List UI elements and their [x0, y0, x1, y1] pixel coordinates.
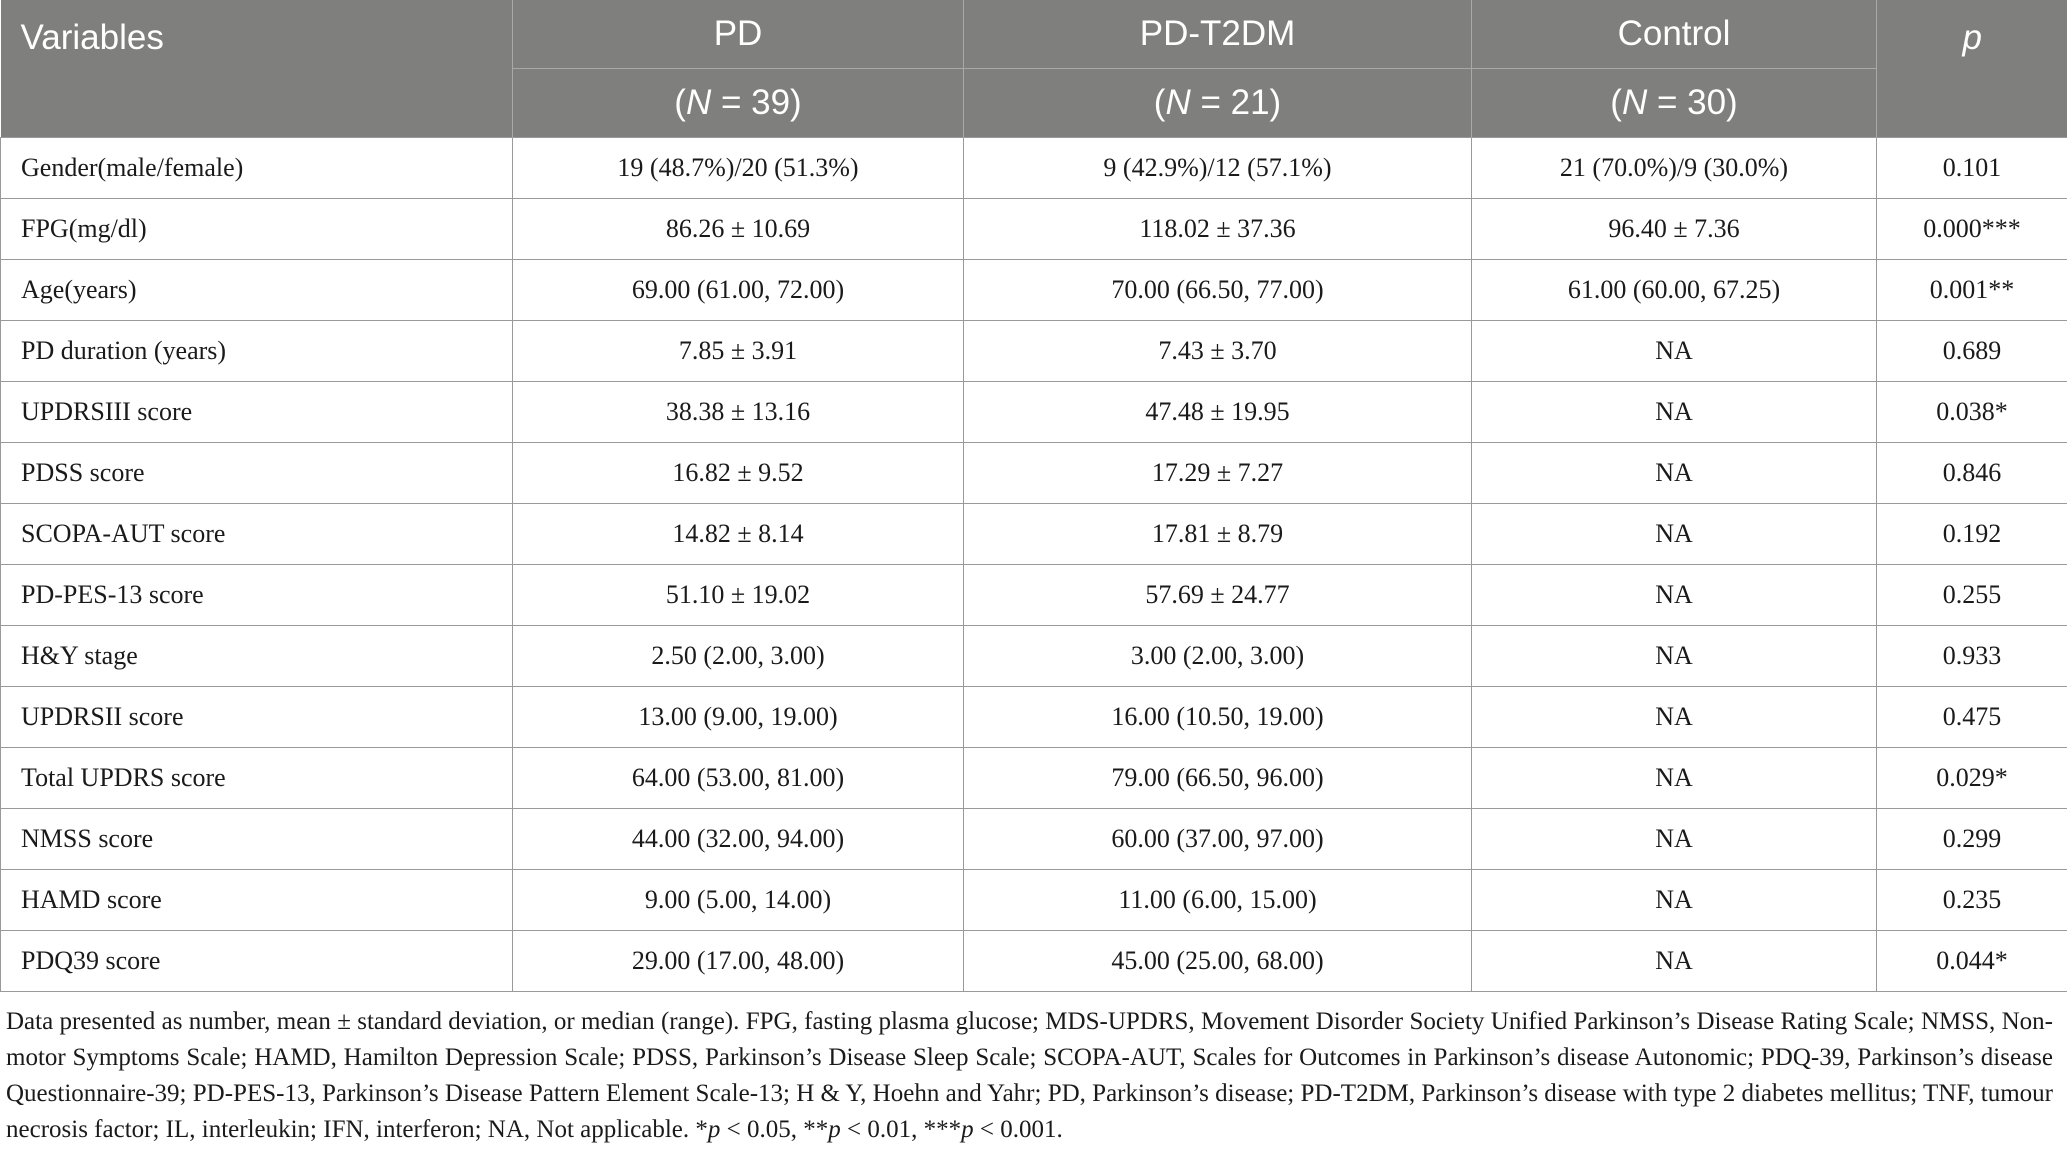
table-row	[1, 626, 2067, 687]
table-footnote	[6, 1004, 2053, 1148]
cell-pd: 16.82 ± 9.52	[513, 443, 964, 504]
cell-pd: 13.00 (9.00, 19.00)	[513, 687, 964, 748]
sig-threshold: < 0.05,	[720, 1116, 804, 1143]
table-row	[1, 199, 2067, 260]
cell-variable: SCOPA-AUT score	[1, 504, 513, 565]
header-n-control: (N = 30)	[1472, 69, 1877, 138]
cell-pd: 29.00 (17.00, 48.00)	[513, 931, 964, 992]
cell-control: 21 (70.0%)/9 (30.0%)	[1472, 138, 1877, 199]
cell-pd: 64.00 (53.00, 81.00)	[513, 748, 964, 809]
header-n-pd-t2dm: (N = 21)	[964, 69, 1472, 138]
table-row	[1, 931, 2067, 992]
sig-p: p	[828, 1116, 841, 1143]
cell-control: 61.00 (60.00, 67.25)	[1472, 260, 1877, 321]
cell-pd: 69.00 (61.00, 72.00)	[513, 260, 964, 321]
table-row	[1, 321, 2067, 382]
table-row	[1, 260, 2067, 321]
footnote-text: Data presented as number, mean ± standard deviation, or median (range). FPG, fasting plasma glucose; MDS-UPDRS, Movement Disorder Society Unified Parkinson’s Disease Rating Scale; NMSS, Non-motor Symptoms Scale; HAMD, Hamilton Depression Scale; PDSS, Parkinson’s Disease Sleep Scale; SCOPA-AUT, Scales for Outcomes in Parkinson’s disease Autonomic; PDQ-39, Parkinson’s disease Questionnaire-39; PD-PES-13, Parkinson’s Disease Pattern Element Scale-13; H & Y, Hoehn and Yahr; PD, Parkinson’s disease; PD-T2DM, Parkinson’s disease with type 2 diabetes mellitus; TNF, tumour necrosis factor; IL, interleukin; IFN, interferon; NA, Not applicable.	[6, 1008, 2053, 1143]
header-p-value: p	[1877, 0, 2067, 138]
n-value: = 30	[1647, 83, 1727, 122]
cell-control: NA	[1472, 321, 1877, 382]
cell-pd-t2dm: 16.00 (10.50, 19.00)	[964, 687, 1472, 748]
cell-control: 96.40 ± 7.36	[1472, 199, 1877, 260]
cell-pd-t2dm: 47.48 ± 19.95	[964, 382, 1472, 443]
sig-note-3	[924, 1116, 1063, 1143]
cell-pd-t2dm: 57.69 ± 24.77	[964, 565, 1472, 626]
cell-pd-t2dm: 3.00 (2.00, 3.00)	[964, 626, 1472, 687]
cell-p-value: 0.846	[1877, 443, 2067, 504]
cell-pd: 86.26 ± 10.69	[513, 199, 964, 260]
table-row	[1, 138, 2067, 199]
cell-variable: UPDRSIII score	[1, 382, 513, 443]
cell-pd-t2dm: 7.43 ± 3.70	[964, 321, 1472, 382]
cell-control: NA	[1472, 626, 1877, 687]
cell-variable: H&Y stage	[1, 626, 513, 687]
sig-stars: **	[803, 1116, 829, 1143]
table-row	[1, 870, 2067, 931]
cell-p-value: 0.044*	[1877, 931, 2067, 992]
n-symbol: N	[1165, 83, 1191, 122]
cell-p-value: 0.038*	[1877, 382, 2067, 443]
cell-pd-t2dm: 45.00 (25.00, 68.00)	[964, 931, 1472, 992]
cell-variable: PDQ39 score	[1, 931, 513, 992]
cell-control: NA	[1472, 382, 1877, 443]
cell-pd: 19 (48.7%)/20 (51.3%)	[513, 138, 964, 199]
cell-pd: 9.00 (5.00, 14.00)	[513, 870, 964, 931]
cell-variable: Total UPDRS score	[1, 748, 513, 809]
table-header	[1, 0, 2067, 138]
cell-variable: FPG(mg/dl)	[1, 199, 513, 260]
sig-p: p	[707, 1116, 721, 1143]
cell-control: NA	[1472, 809, 1877, 870]
cell-control: NA	[1472, 504, 1877, 565]
table-row	[1, 443, 2067, 504]
table-body	[1, 138, 2067, 992]
cell-control: NA	[1472, 748, 1877, 809]
cell-control: NA	[1472, 443, 1877, 504]
cell-variable: HAMD score	[1, 870, 513, 931]
cell-pd: 44.00 (32.00, 94.00)	[513, 809, 964, 870]
n-value: = 39	[711, 83, 791, 122]
table-row	[1, 687, 2067, 748]
cell-p-value: 0.029*	[1877, 748, 2067, 809]
sig-note-2	[803, 1116, 923, 1143]
cell-pd-t2dm: 9 (42.9%)/12 (57.1%)	[964, 138, 1472, 199]
cell-pd-t2dm: 118.02 ± 37.36	[964, 199, 1472, 260]
cell-control: NA	[1472, 931, 1877, 992]
table-row	[1, 748, 2067, 809]
cell-pd-t2dm: 79.00 (66.50, 96.00)	[964, 748, 1472, 809]
cell-p-value: 0.000***	[1877, 199, 2067, 260]
cell-p-value: 0.192	[1877, 504, 2067, 565]
cell-pd-t2dm: 17.29 ± 7.27	[964, 443, 1472, 504]
header-n-pd: (N = 39)	[513, 69, 964, 138]
cell-pd: 7.85 ± 3.91	[513, 321, 964, 382]
table-row	[1, 565, 2067, 626]
cell-p-value: 0.933	[1877, 626, 2067, 687]
cell-pd-t2dm: 60.00 (37.00, 97.00)	[964, 809, 1472, 870]
cell-p-value: 0.689	[1877, 321, 2067, 382]
header-row	[1, 0, 2067, 69]
sig-stars: *	[695, 1116, 708, 1143]
cell-pd: 14.82 ± 8.14	[513, 504, 964, 565]
cell-p-value: 0.299	[1877, 809, 2067, 870]
header-variables: Variables	[1, 0, 513, 138]
cell-pd-t2dm: 70.00 (66.50, 77.00)	[964, 260, 1472, 321]
cell-variable: PD duration (years)	[1, 321, 513, 382]
cell-p-value: 0.475	[1877, 687, 2067, 748]
n-value: = 21	[1190, 83, 1270, 122]
sig-note-1	[695, 1116, 803, 1143]
cell-p-value: 0.255	[1877, 565, 2067, 626]
cell-pd-t2dm: 11.00 (6.00, 15.00)	[964, 870, 1472, 931]
sig-threshold: < 0.001.	[973, 1116, 1063, 1143]
cell-control: NA	[1472, 687, 1877, 748]
table-row	[1, 504, 2067, 565]
cell-variable: Gender(male/female)	[1, 138, 513, 199]
sig-threshold: < 0.01,	[840, 1116, 924, 1143]
cell-p-value: 0.001**	[1877, 260, 2067, 321]
cell-pd: 38.38 ± 13.16	[513, 382, 964, 443]
cell-control: NA	[1472, 565, 1877, 626]
cell-variable: Age(years)	[1, 260, 513, 321]
cell-variable: PD-PES-13 score	[1, 565, 513, 626]
cell-pd-t2dm: 17.81 ± 8.79	[964, 504, 1472, 565]
cell-variable: PDSS score	[1, 443, 513, 504]
cell-pd: 51.10 ± 19.02	[513, 565, 964, 626]
cell-p-value: 0.101	[1877, 138, 2067, 199]
cell-variable: NMSS score	[1, 809, 513, 870]
header-group-pd-t2dm: PD-T2DM	[964, 0, 1472, 69]
header-group-control: Control	[1472, 0, 1877, 69]
sig-stars: ***	[923, 1116, 962, 1143]
cell-p-value: 0.235	[1877, 870, 2067, 931]
n-symbol: N	[1621, 83, 1648, 122]
cell-pd: 2.50 (2.00, 3.00)	[513, 626, 964, 687]
sig-p: p	[961, 1116, 974, 1143]
cell-variable: UPDRSII score	[1, 687, 513, 748]
n-symbol: N	[685, 83, 712, 122]
header-group-pd: PD	[513, 0, 964, 69]
table-row	[1, 382, 2067, 443]
cell-control: NA	[1472, 870, 1877, 931]
table-row	[1, 809, 2067, 870]
